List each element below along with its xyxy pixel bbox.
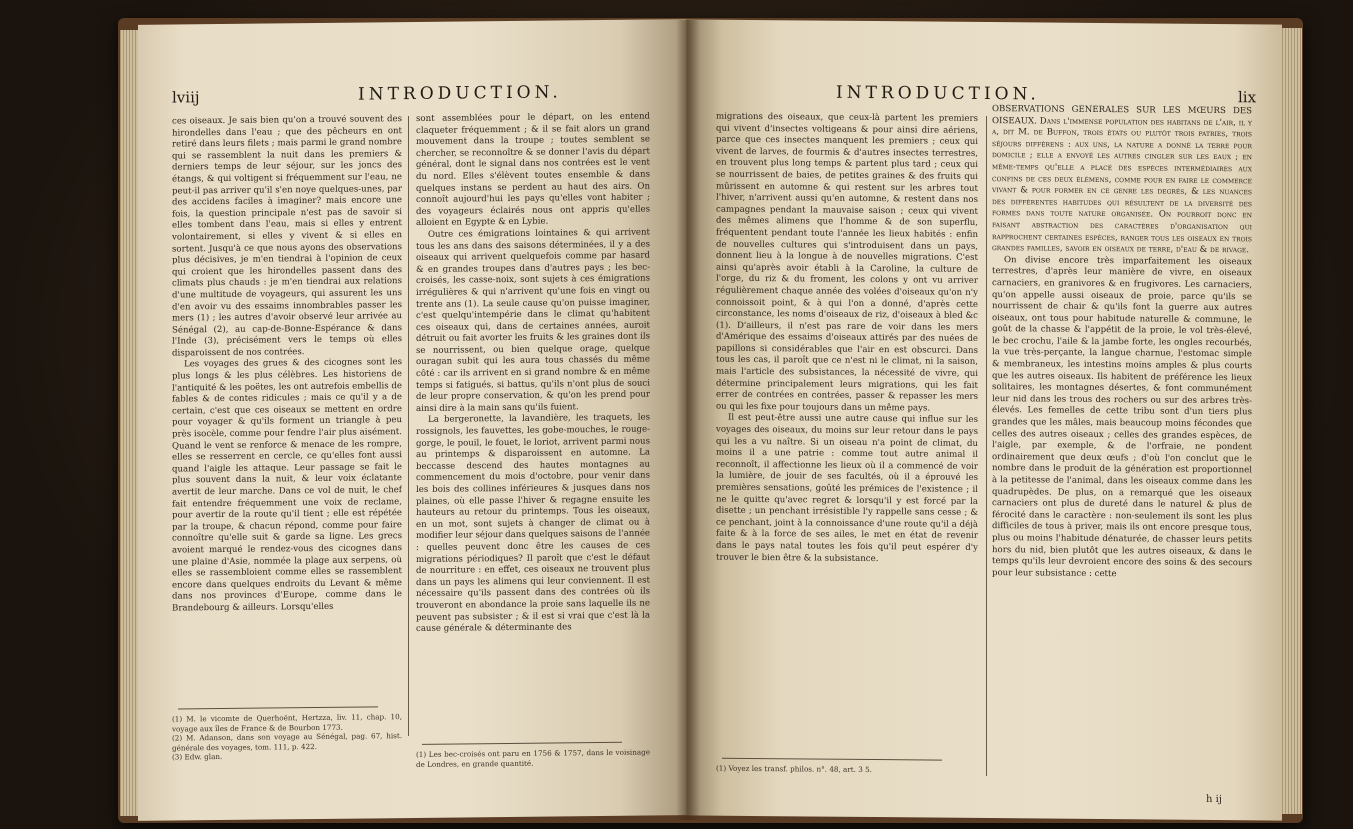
signature-mark: h ij [1206, 793, 1222, 806]
footnote: (2) M. Adanson, dans son voyage au Sénégal, pag. 67, hist. générale des voyages, tom. 111, p. 422. [172, 731, 402, 753]
left-folio: lviij [172, 88, 200, 107]
right-page [686, 19, 1282, 820]
footnote: (3) Edw. glan. [172, 752, 223, 762]
section-heading: OBSERVATIONS GÉNÉRALES SUR LES MŒURS DES OISEAUX. Dans l'immense population des habitans de l'air, il y a, dit M. de Buffon, trois états ou plutôt trois patries, trois séjours différens : aux uns, la nature a donné la terre pour domicile ; elle a envoyé les autres cingler sur les eaux ; en même-temps qu'elle a placé des espèces intermédiaires aux confins de ces deux élémens, comme pour en faire le commerce vivant & pour former en ce genre les degrés, & les nuances des différentes habitudes qui résultent de la diversité des formes dans toute nature organisée. On pourroit donc en faisant abstraction des caractères d'organisation qui rapprochent certaines espèces, ranger tous les oiseaux en trois grandes familles, savoir en oiseaux de terre, d'eau & de rivage. [992, 104, 1252, 256]
paragraph: Il est peut-être aussi une autre cause qui influe sur les voyages des oiseaux, du moins sur leur retour dans le pays qui les a vu naître. Si un oiseau n'a point de climat, du moins il a une patrie : comme tout autre animal il reconnoît, il affectionne les lieux où il a commencé de voir la lumière, de jouir de ses facultés, où il a éprouvé les premières sensations, goûté les prémices de l'existence ; il ne le quitte qu'avec regret & lorsqu'il y est forcé par la disette ; un penchant irrésistible l'y rappelle sans cesse ; & ce penchant, joint à la connoissance d'une route qu'il a déjà faite & à la force de ses ailes, le met en état de revenir dans le pays natal toutes les fois qu'il peut espérer d'y trouver le bien être & la subsistance. [716, 413, 978, 564]
paragraph: On divise encore très imparfaitement les oiseaux terrestres, d'après leur manière de vivre, en oiseaux carnaciers, en granivores & en frugivores. Les carnaciers, qu'on appelle aussi oiseaux de proie, parce qu'ils se nourrissent de chair & qu'ils font la guerre aux autres oiseaux, ont tous pour habitude naturelle & commune, le goût de la chasse & l'appétit de la proie, le vol très-élevé, le bec crochu, l'aile & la jambe forte, les ongles recourbés, la vue très-perçante, la langue charnue, l'estomac simple & membraneux, les intestins moins amples & plus courts que les autres oiseaux. Ils habitent de préférence les lieux solitaires, les montagnes désertes, & font communément leur nid dans les trous des rochers ou sur des arbres très-élevés. Les femelles de cette tribu sont d'un tiers plus grandes que les mâles, mais beaucoup moins fécondes que celles des autres oiseaux ; celles des grandes espèces, de l'aigle, par exemple, & de l'orfraie, ne pondent ordinairement que deux œufs ; d'où l'on conclut que le nombre dans le produit de la génération est proportionnel à la petitesse de l'animal, dans les oiseaux comme dans les quadrupèdes. De plus, on a remarqué que les oiseaux carnaciers ont plus de dureté dans le naturel & plus de férocité dans le caractère : non-seulement ils sont les plus difficiles de tous à priver, mais ils ont encore presque tous, plus ou moins l'habitude dénaturée, de chasser leurs petits hors du nid, bien plutôt que les autres oiseaux, & dans le temps qu'ils leur devroient encore des soins & des secours pour leur subsistance : cette [992, 254, 1252, 579]
right-column-1 [716, 112, 978, 716]
left-footnotes [172, 712, 402, 762]
right-page-edges [1280, 28, 1302, 814]
paragraph: ces oiseaux. Je sais bien qu'on a trouvé souvent des hirondelles dans l'eau ; que des pêcheurs en ont retiré dans leurs filets ; mais parmi le grand nombre qui se rassemblent la nuit dans les premiers & derniers temps de leur séjour, sur les joncs des étangs, & qui voltigent si fréquemment sur l'eau, ne peut-il pas arriver qu'il s'en noye quelques-unes, par des accidens faciles à imaginer? mais encore une fois, la question principale n'est pas de savoir si elles tombent dans l'eau, mais si elles y entrent volontairement, si elles y vivent & si elles en sortent. Jusqu'à ce que nous ayons des observations plus décisives, je m'en tiendrai à l'opinion de ceux qui croient que les hirondelles passent dans des climats plus chauds : je m'en tiendrai aux relations d'une multitude de voyageurs, qui assurent les uns d'en avoir vu des essaims innombrables passer les mers (1) ; les autres d'avoir observé leur arrivée au Sénégal (2), au cap-de-Bonne-Espérance & dans l'Inde (3), précisément vers le temps où elles disparoissent de nos contrées. [172, 114, 402, 359]
footnote: (1) M. le vicomte de Querhoënt, Hertzza, liv. 11, chap. 10, voyage aux îles de France & de Bourbon 1773. [172, 712, 402, 734]
column-divider [408, 116, 409, 736]
left-page-edges [120, 30, 140, 816]
footnote: (1) Les bec-croisés ont paru en 1756 & 1757, dans le voisinage de Londres, en grande quantité. [416, 747, 650, 769]
left-page [138, 19, 686, 821]
paragraph: Les voyages des grues & des cicognes sont les plus longs & les plus célèbres. Les historiens de l'antiquité & les poëtes, les ont autrefois embellis de fables & de contes ridicules ; mais ce qu'il y a de certain, c'est que ces oiseaux se mettent en ordre pour voyager & qu'ils forment un triangle à peu près isocèle, comme pour fendre l'air plus aisément. Quand le vent se renforce & menace de les rompre, elles se resserrent en cercle, ce qu'elles font aussi quand l'aigle les attaque. Leur passage se fait le plus souvent dans la nuit, & leur voix éclatante avertit de leur marche. Dans ce vol de nuit, le chef fait entendre fréquemment une voix de reclame, pour avertir de la route qu'il tient ; elle est répétée par la troupe, & chacun répond, comme pour faire connoître qu'elle suit & garde sa ligne. Les grecs avoient marqué le rendez-vous des cicognes dans une plaine d'Asie, nommée la plage aux serpens, où elles se rassembloient comme elles se rassemblent encore dans quelques endroits du Levant & même dans nos provinces d'Europe, comme dans le Brandebourg & ailleurs. Lorsqu'elles [172, 357, 402, 614]
right-page-footnotes [716, 764, 978, 776]
footnote: (1) Voyez les transf. philos. n°. 48, art. 3 5. [716, 763, 872, 775]
right-col-footnotes [416, 748, 650, 770]
footnote-rule [178, 706, 378, 709]
left-column-2 [416, 112, 650, 740]
right-folio: lix [1238, 88, 1257, 107]
right-running-head: INTRODUCTION. [836, 82, 1040, 105]
footnote-rule [422, 742, 622, 745]
right-column-2 [992, 104, 1252, 786]
paragraph: sont assemblées pour le départ, on les entend claqueter fréquemment ; & il se fait alors un grand mouvement dans la troupe ; toutes semblent se chercher, se reconnoître & se donner l'avis du départ général, dont le signal dans nos contrées est le vent du nord. Elles s'élèvent toutes ensemble & dans quelques instans se perdent au haut des airs. On connoît aujourd'hui les pays qu'elles vont habiter ; des voyageurs éclairés nous ont appris qu'elles alloient en Egypte & en Lybie. [416, 111, 650, 229]
left-running-head: INTRODUCTION. [358, 82, 562, 105]
paragraph: migrations des oiseaux, que ceux-là partent les premiers qui vivent d'insectes voltigeans & pour ainsi dire aériens, parce que ces insectes manquent les premiers ; ceux qui vivent de larves, de fourmis & d'autres insectes terrestres, en trouvent plus long temps & partent plus tard ; ceux qui se nourrissent de baies, de petites graines & des fruits qui mûrissent en automne & qui restent sur les arbres tout l'hiver, n'arrivent aussi qu'en automne, & restent dans nos campagnes pendant la mauvaise saison ; ceux qui vivent des mêmes alimens que l'homme & de son superflu, fréquentent pendant toute l'année les lieux habités : enfin de nouvelles cultures qui s'introduisent dans un pays, donnent lieu à la longue à de nouvelles migrations. C'est ainsi qu'après avoir établi à la Caroline, la culture de l'orge, du riz & du froment, les colons y ont vu arriver régulièrement chaque année des volées d'oiseaux qu'on n'y connoissoit point, & à qui l'on a donné, d'après cette circonstance, les noms d'oiseaux de riz, d'oiseaux à bled &c (1). D'ailleurs, il n'est pas rare de voir dans les mers d'Amérique des essaims d'oiseaux attirés par des nuées de papillons si considérables que l'air en est obscurci. Dans tous les cas, il paroît que ce n'est ni le climat, ni la saison, mais l'article des subsistances, la nécessité de vivre, qui détermine principalement leurs migrations, qui les fait errer de contrées en contrées, passer & repasser les mers ou qui les fixe pour toujours dans un même pays. [716, 111, 978, 414]
book-gutter [676, 20, 700, 820]
paragraph: La bergeronette, la lavandière, les traquets, les rossignols, les fauvettes, les gobe-mouches, le rouge-gorge, le pouil, le fouet, le loriot, arrivent parmi nous au printemps & disparoissent en automne. La beccasse descend des hautes montagnes au commencement du mois d'octobre, pour venir dans les bois des collines inférieures & jusques dans nos plaines, où elle passe l'hiver & regagne ensuite les hauteurs au retour du printemps. Tous les oiseaux, en un mot, sont sujets à changer de climat ou à modifier leur séjour dans quelques saisons de l'année : quelles peuvent donc être les causes de ces migrations périodiques? Il paroît que c'est le défaut de nourriture : en effet, ces oiseaux ne trouvent plus dans un pays les alimens qui leur conviennent. Il est nécessaire qu'ils passent dans des contrées où ils trouveront en abondance la proie sans laquelle ils ne peuvent pas subsister ; & il est si vrai que c'est là la cause générale & déterminante des [416, 412, 650, 635]
column-divider [986, 116, 987, 776]
paragraph: Outre ces émigrations lointaines & qui arrivent tous les ans dans des saisons déterminées, il y a des oiseaux qui arrivent quelquefois comme par hasard & en grandes troupes dans d'autres pays ; les bec-croisés, les casse-noix, sont sujets à ces émigrations irrégulières & qui n'arrivent qu'une fois en vingt ou trente ans (1). La seule cause qu'on puisse imaginer, c'est quelqu'intempérie dans le climat qu'habitent ces oiseaux qui, dans de certaines années, auroit détruit ou fait avorter les fruits & les graines dont ils se nourrissent, ou bien quelque orage, quelque ouragan subit qui les aura tous chassés du même côté : car ils arrivent en si grand nombre & en même temps si fatigués, si battus, qu'ils n'ont plus de souci de leur propre conservation, & qu'on les prend pour ainsi dire à la main sans qu'ils fuient. [416, 227, 650, 414]
footnote-rule [722, 758, 942, 761]
left-column-1 [172, 114, 402, 704]
